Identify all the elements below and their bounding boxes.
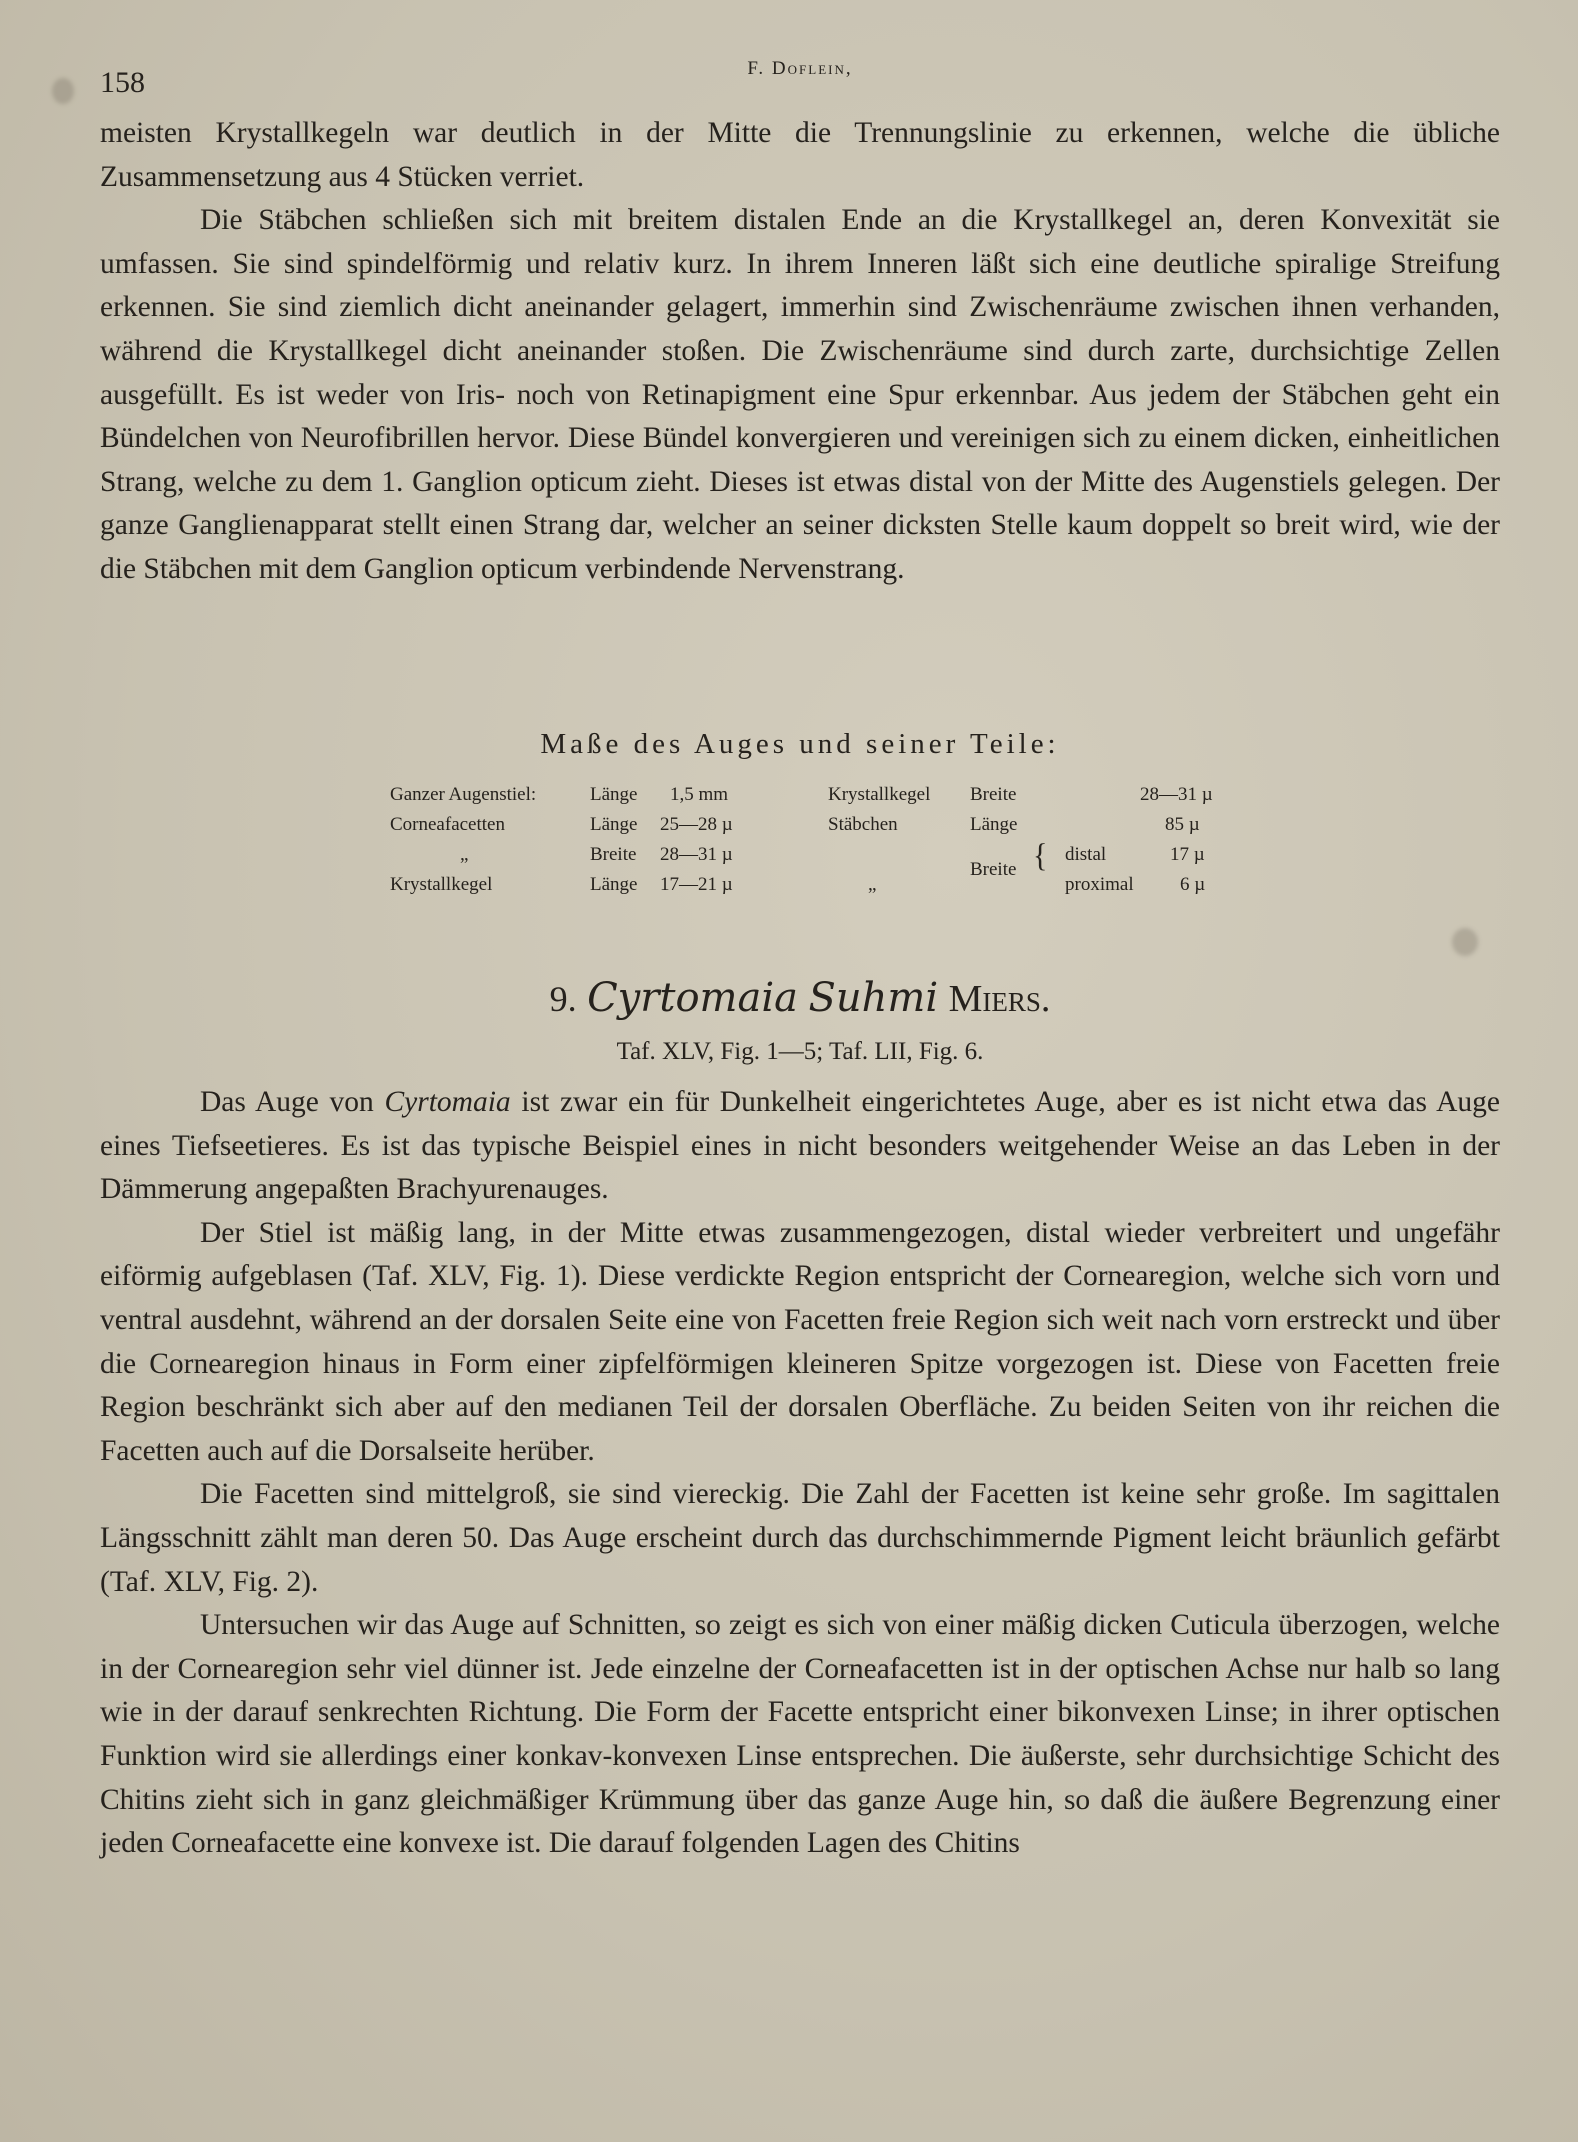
table-cell: 17 µ xyxy=(1170,844,1205,865)
table-cell: „ xyxy=(460,844,469,865)
table-cell: Breite xyxy=(970,859,1017,880)
paragraph: Die Stäbchen schließen sich mit breitem distalen Ende an die Krystallkegel an, deren Konvexität sie umfassen. Sie sind spindelförmig und relativ kurz. In ihrem Inneren läßt sich eine deutliche spiralige Streifung erkennen. Sie sind ziemlich dicht aneinander gelagert, immerhin sind Zwischenräume zwischen ihnen verhanden, während die Krystallkegel dicht aneinander stoßen. Die Zwischenräume sind durch zarte, durchsichtige Zellen ausgefüllt. Es ist weder von Iris- noch von Retinapigment eine Spur erkennbar. Aus jedem der Stäbchen geht ein Bündelchen von Neurofibrillen hervor. Diese Bündel konvergieren und vereinigen sich zu einem dicken, einheitlichen Strang, welche zu dem 1. Ganglion opticum zieht. Dieses ist etwas distal von der Mitte des Augenstiels gelegen. Der ganze Ganglienapparat stellt einen Strang dar, welcher an seiner dicksten Stelle kaum doppelt so breit wird, wie der die Stäbchen mit dem Ganglion opticum verbindende Nervenstrang. xyxy=(100,204,1500,585)
paper-stain xyxy=(52,78,74,104)
table-cell: 1,5 mm xyxy=(670,784,729,805)
table-cell: Breite xyxy=(590,844,637,865)
section-species: Suhmi xyxy=(808,975,939,1021)
table-cell: proximal xyxy=(1065,874,1134,895)
paragraph: meisten Krystallkegeln war deutlich in der Mitte die Trennungslinie zu erkennen, welche die übliche Zusammensetzung aus 4 Stücken verriet. xyxy=(100,117,1500,193)
table-cell: Stäbchen xyxy=(828,814,898,835)
table-cell: Krystallkegel xyxy=(390,874,493,895)
table-cell: Länge xyxy=(590,784,638,805)
paragraph xyxy=(100,1081,1500,1212)
section-number: 9. xyxy=(549,979,577,1019)
table-cell: Breite xyxy=(970,784,1017,805)
paragraph: Die Facetten sind mittelgroß, sie sind viereckig. Die Zahl der Facetten ist keine sehr große. Im sagittalen Längsschnitt zählt man deren 50. Das Auge erscheint durch das durchschimmernde Pigment leicht bräunlich gefärbt (Taf. XLV, Fig. 2). xyxy=(100,1478,1500,1598)
section-genus: Cyrtomaia xyxy=(587,975,798,1021)
paragraph-rest: ist zwar ein für Dunkelheit eingerichtetes Auge, aber es ist nicht etwa das Auge eines Tiefseetieres. Es ist das typische Beispiel eines in nicht besonders weitgehender Weise an das Leben in der Dämmerung angepaßten Brachyurenauges. xyxy=(100,1086,1501,1206)
table-cell: Länge xyxy=(590,814,638,835)
table-cell: Länge xyxy=(970,814,1018,835)
section-author: Miers. xyxy=(948,978,1051,1020)
table-cell: Länge xyxy=(590,874,638,895)
table-cell: 28—31 µ xyxy=(660,844,733,865)
brace-icon: { xyxy=(1033,837,1048,874)
section-heading xyxy=(100,974,1500,1022)
body-text-bottom xyxy=(100,1081,1500,1866)
paragraph-lead: Das Auge von xyxy=(200,1086,374,1118)
paper-stain xyxy=(1452,928,1478,956)
table-cell: 6 µ xyxy=(1180,874,1206,895)
paragraph: Der Stiel ist mäßig lang, in der Mitte etwas zusammengezogen, distal wieder verbreitert und ungefähr eiförmig aufgeblasen (Taf. XLV, Fig. 1). Diese verdickte Region entspricht der Cornearegion, welche sich vorn und ventral ausdehnt, während an der dorsalen Seite eine von Facetten freie Region sich weit nach vorn erstreckt und über die Cornearegion hinaus in Form einer zipfelförmigen kleineren Spitze vorgezogen ist. Diese von Facetten freie Region beschränkt sich aber auf den medianen Teil der dorsalen Oberfläche. Zu beiden Seiten von ihr reichen die Facetten auch auf die Dorsalseite herüber. xyxy=(100,1216,1500,1467)
table-cell: 28—31 µ xyxy=(1140,784,1213,805)
table-cell: Corneafacetten xyxy=(390,814,505,835)
table-cell: Krystallkegel xyxy=(828,784,931,805)
table-cell: „ xyxy=(868,874,877,895)
table-cell: Ganzer Augenstiel: xyxy=(390,784,537,805)
genus-italic: Cyrtomaia xyxy=(384,1086,511,1118)
running-head: F. Doflein, xyxy=(747,58,853,79)
plate-reference: Taf. XLV, Fig. 1—5; Taf. LII, Fig. 6. xyxy=(616,1038,984,1065)
measurements-title: Maße des Auges und seiner Teile: xyxy=(540,728,1060,760)
table-cell: 25—28 µ xyxy=(660,814,733,835)
table-cell: 85 µ xyxy=(1165,814,1200,835)
paragraph: Untersuchen wir das Auge auf Schnitten, so zeigt es sich von einer mäßig dicken Cuticula überzogen, welche in der Cornearegion sehr viel dünner ist. Jede einzelne der Corneafacetten ist in der optischen Achse nur halb so lang wie in der darauf senkrechten Richtung. Die Form der Facette entspricht einer bikonvexen Linse; in ihrer optischen Funktion wird sie allerdings einer konkav-konvexen Linse entsprechen. Die äußerste, sehr durchsichtige Schicht des Chitins zieht sich in ganz gleichmäßiger Krümmung über das ganze Auge hin, so daß die äußere Begrenzung einer jeden Corneafacette eine konvexe ist. Die darauf folgenden Lagen des Chitins xyxy=(100,1609,1500,1860)
page-header xyxy=(100,58,1500,108)
table-cell: 17—21 µ xyxy=(660,874,733,895)
page-number: 158 xyxy=(100,66,145,99)
table-cell: distal xyxy=(1065,844,1107,865)
body-text-top xyxy=(100,112,1500,592)
